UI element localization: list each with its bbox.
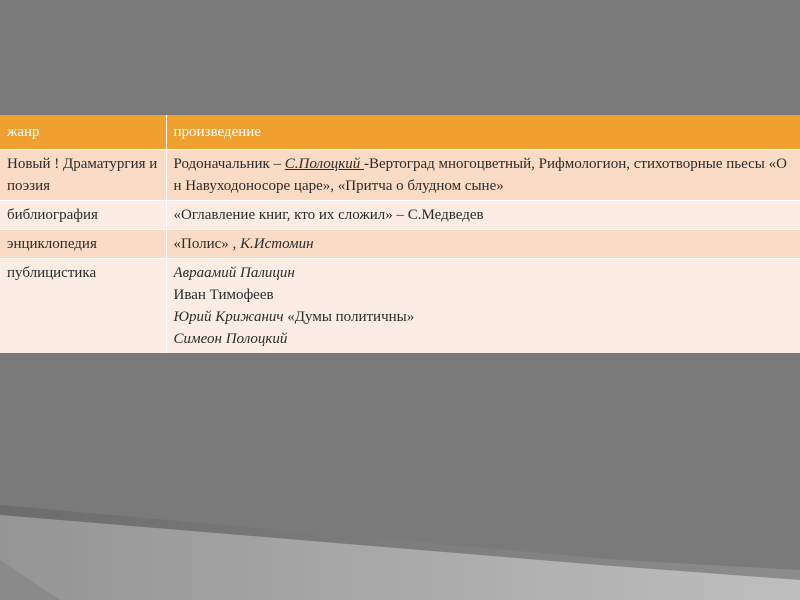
header-work: произведение [166, 115, 800, 150]
work-cell [166, 259, 800, 354]
genre-cell: публицистика [0, 259, 166, 354]
author-name: Симеон Полоцкий [173, 331, 288, 347]
work-text: -Вертоград многоцветный, Рифмологион, стихотворные пьесы «О н Навуходоносоре царе», «Притча о блудном сыне» [173, 156, 787, 194]
table-row [0, 150, 800, 201]
work-cell [166, 150, 800, 201]
table-header-row [0, 115, 800, 150]
table-row [0, 230, 800, 259]
author-name: Иван Тимофеев [173, 287, 274, 303]
author-name: Авраамий Палицин [173, 265, 295, 281]
genre-cell: библиография [0, 201, 166, 230]
work-title: «Думы политичны» [283, 309, 415, 325]
author-name: С.Полоцкий [284, 156, 364, 172]
work-text: «Полис» , [173, 236, 241, 252]
header-genre: жанр [0, 115, 166, 150]
work-cell [166, 230, 800, 259]
work-line [174, 306, 794, 328]
table-row [0, 259, 800, 354]
author-name: К.Истомин [240, 236, 314, 252]
genre-cell: Новый ! Драматургия и поэзия [0, 150, 166, 201]
genre-cell: энциклопедия [0, 230, 166, 259]
author-name: Юрий Крижанич [173, 309, 284, 325]
work-cell: «Оглавление книг, кто их сложил» – С.Медведев [166, 201, 800, 230]
work-text: Родоначальник – [173, 156, 285, 172]
table-row [0, 201, 800, 230]
genre-works-table [0, 115, 800, 353]
